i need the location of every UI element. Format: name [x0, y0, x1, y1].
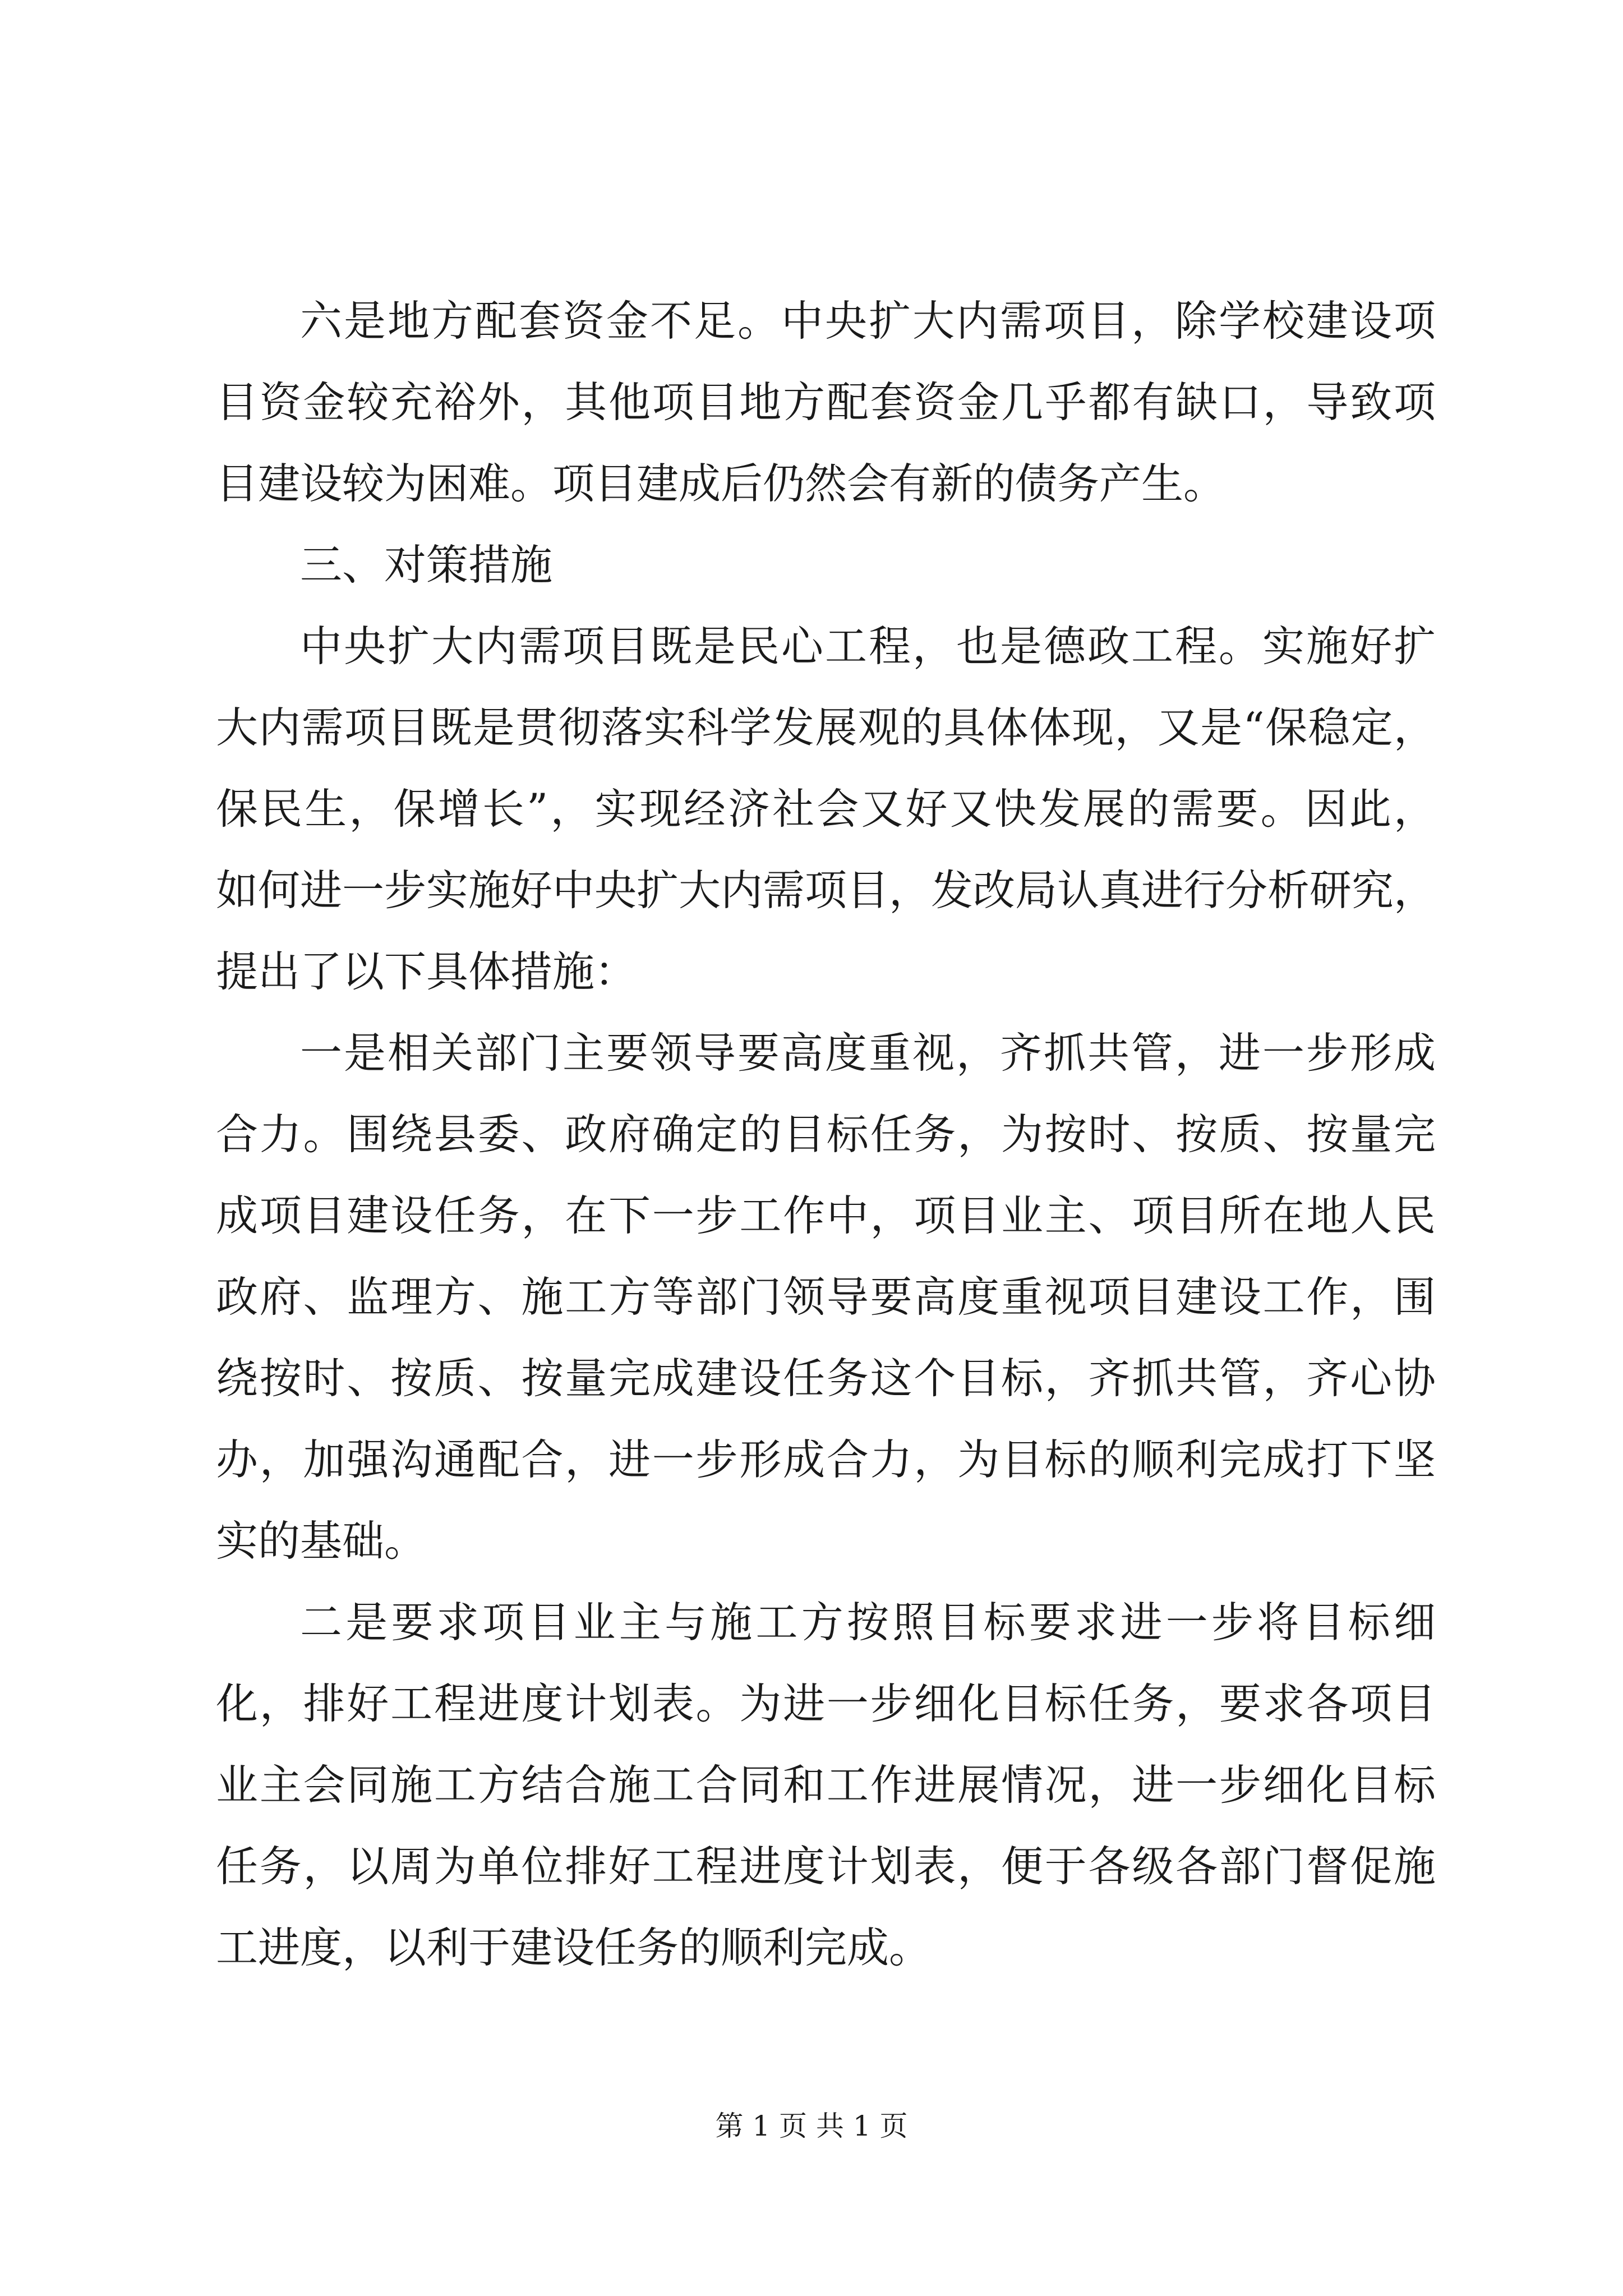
text-line: 化，排好工程进度计划表。为进一步细化目标任务，要求各项目: [216, 1679, 1436, 1728]
text-line: 实的基础。: [216, 1516, 427, 1566]
text-line: 中央扩大内需项目既是民心工程，也是德政工程。实施好扩: [300, 622, 1436, 671]
page-footer: [0, 2106, 1623, 2146]
document-body: [216, 280, 1436, 1989]
text-line: 如何进一步实施好中央扩大内需项目，发改局认真进行分析研究，: [216, 866, 1436, 915]
paragraph-local-funds: [216, 280, 1436, 524]
text-line: 工进度，以利于建设任务的顺利完成。: [216, 1923, 932, 1972]
text-line: 一是相关部门主要领导要高度重视，齐抓共管，进一步形成: [300, 1028, 1436, 1078]
text-line: 绕按时、按质、按量完成建设任务这个目标，齐抓共管，齐心协: [216, 1354, 1436, 1403]
text-line: 二是要求项目业主与施工方按照目标要求进一步将目标细: [300, 1598, 1436, 1647]
text-line: 保民生，保增长”，实现经济社会又好又快发展的需要。因此，: [216, 784, 1436, 834]
text-line: 成项目建设任务，在下一步工作中，项目业主、项目所在地人民: [216, 1191, 1436, 1240]
text-line: 六是地方配套资金不足。中央扩大内需项目，除学校建设项: [300, 296, 1436, 346]
text-line: 政府、监理方、施工方等部门领导要高度重视项目建设工作，围: [216, 1272, 1436, 1322]
heading-line: 三、对策措施: [300, 540, 553, 590]
text-line: 目建设较为困难。项目建成后仍然会有新的债务产生。: [216, 459, 1226, 508]
paragraph-measure-one: [216, 1013, 1436, 1582]
text-line: 目资金较充裕外，其他项目地方配套资金几乎都有缺口，导致项: [216, 378, 1436, 427]
text-line: 业主会同施工方结合施工合同和工作进展情况，进一步细化目标: [216, 1760, 1436, 1810]
text-line: 办，加强沟通配合，进一步形成合力，为目标的顺利完成打下坚: [216, 1435, 1436, 1484]
text-line: 任务，以周为单位排好工程进度计划表，便于各级各部门督促施: [216, 1842, 1436, 1891]
text-line: 合力。围绕县委、政府确定的目标任务，为按时、按质、按量完: [216, 1110, 1436, 1159]
text-line: 大内需项目既是贯彻落实科学发展观的具体体现，又是“保稳定，: [216, 703, 1436, 752]
paragraph-intro: [216, 606, 1436, 1013]
text-line: 提出了以下具体措施：: [216, 947, 637, 996]
page-number-label: 第 1 页 共 1 页: [715, 2110, 908, 2142]
section-heading-countermeasures: [216, 524, 1436, 606]
paragraph-measure-two: [216, 1582, 1436, 1989]
